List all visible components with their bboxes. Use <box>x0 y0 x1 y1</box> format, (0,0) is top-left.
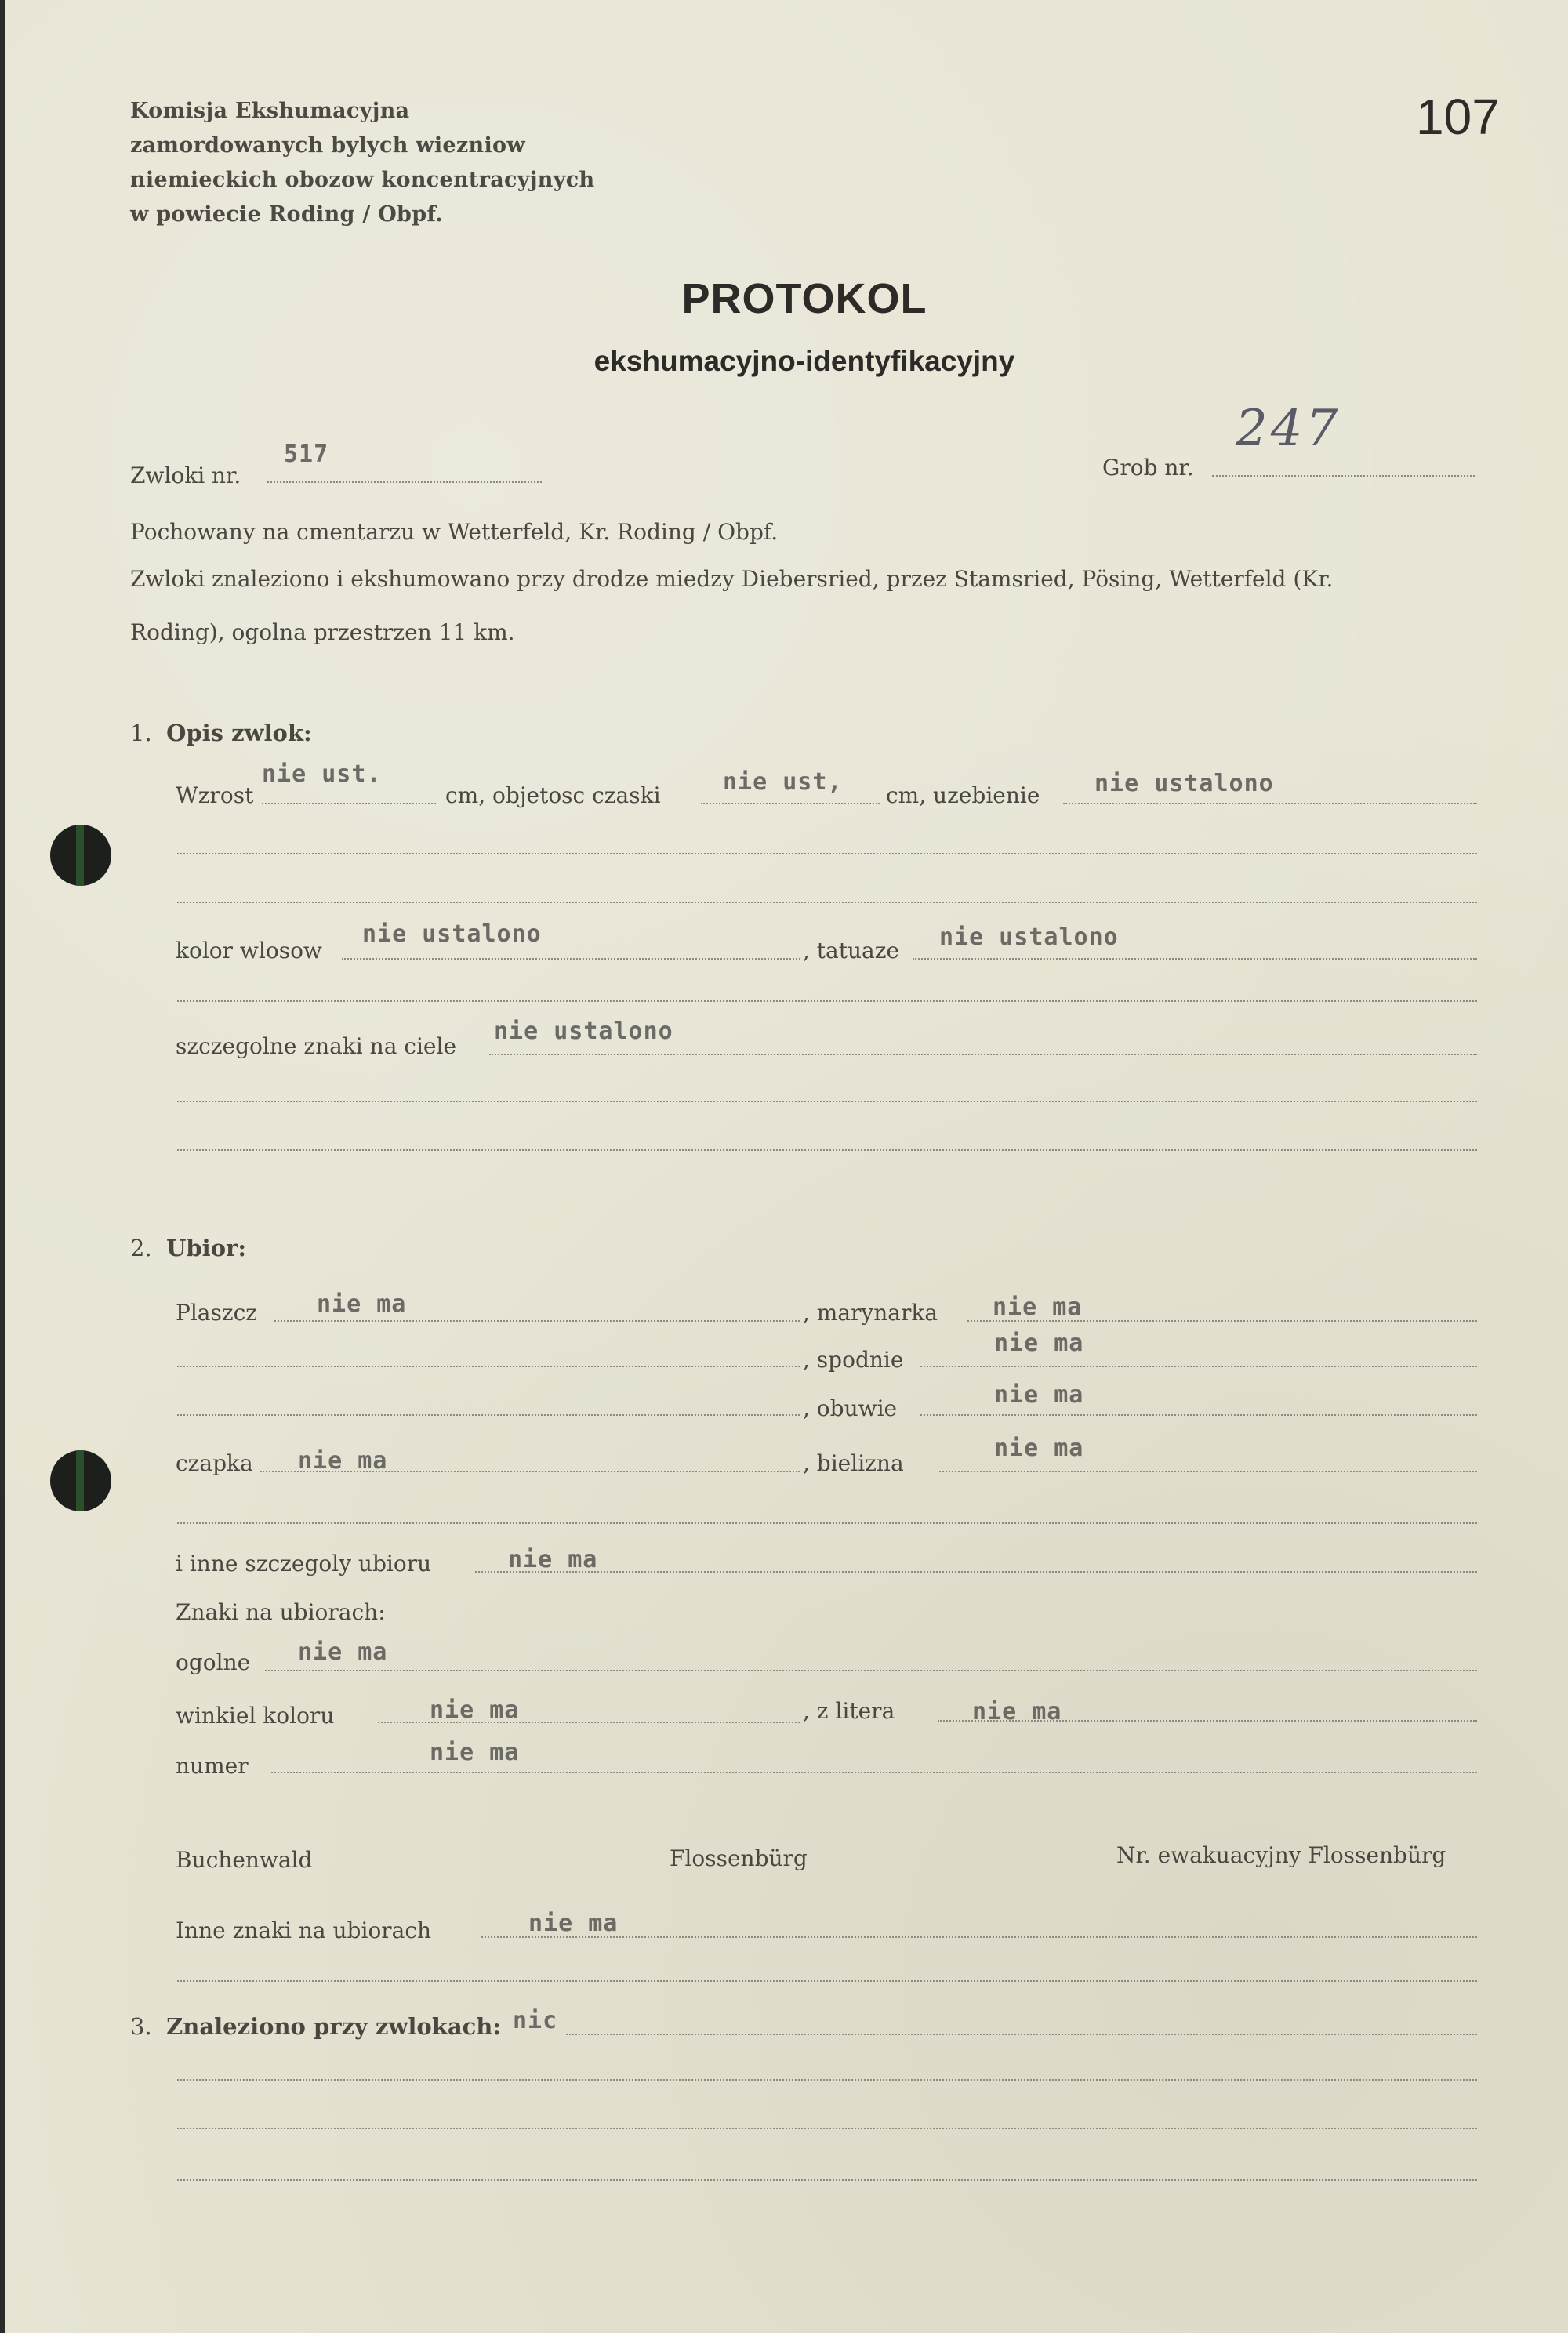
org-line: niemieckich obozow koncentracyjnych <box>130 168 595 192</box>
wzrost-label: Wzrost <box>176 782 254 808</box>
plaszcz-label: Plaszcz <box>176 1300 258 1326</box>
section-3-heading <box>130 2013 501 2040</box>
org-line: w powiecie Roding / Obpf. <box>130 202 444 227</box>
czapka-value: nie ma <box>298 1447 388 1475</box>
plaszcz-value: nie ma <box>317 1290 407 1318</box>
document-subtitle: ekshumacyjno-identyfikacyjny <box>593 345 1015 377</box>
numer-label: numer <box>176 1753 249 1779</box>
org-line: Komisja Ekshumacyjna <box>130 99 410 123</box>
section-1-heading <box>130 720 312 746</box>
znaki-na-ciele-label: szczegolne znaki na ciele <box>176 1033 457 1059</box>
nr-ewakuacyjny-label: Nr. ewakuacyjny Flossenbürg <box>1116 1842 1446 1868</box>
section-title: Znaleziono przy zwlokach: <box>166 2013 502 2040</box>
czaska-label: cm, objetosc czaski <box>445 782 661 808</box>
obuwie-label: , obuwie <box>803 1395 898 1421</box>
kolor-wlosow-value: nie ustalono <box>362 920 542 948</box>
page-number: 107 <box>1416 89 1500 145</box>
tatuaze-label: , tatuaze <box>803 938 900 963</box>
numer-value: nie ma <box>430 1739 520 1766</box>
winkiel-koloru-value: nie ma <box>430 1696 520 1724</box>
obuwie-value: nie ma <box>994 1381 1084 1409</box>
section-number: 2. <box>130 1235 152 1261</box>
winkiel-koloru-label: winkiel koloru <box>176 1703 335 1729</box>
inne-szczegoly-value: nie ma <box>508 1546 598 1573</box>
flossenburg-label: Flossenbürg <box>670 1845 808 1871</box>
punch-hole <box>50 1450 111 1511</box>
marynarka-label: , marynarka <box>803 1300 938 1326</box>
section-title: Opis zwlok: <box>166 720 312 746</box>
kolor-wlosow-label: kolor wlosow <box>176 938 322 963</box>
ogolne-value: nie ma <box>298 1638 388 1666</box>
ogolne-label: ogolne <box>176 1649 251 1675</box>
organisation-header <box>130 94 594 232</box>
znaki-na-ciele-value: nie ustalono <box>494 1018 673 1045</box>
section-title: Ubior: <box>166 1235 247 1261</box>
uzebienie-label: cm, uzebienie <box>886 782 1040 808</box>
section-2-heading <box>130 1235 246 1261</box>
section-number: 1. <box>130 720 152 746</box>
document-title: PROTOKOL <box>681 275 927 322</box>
punch-hole <box>50 825 111 886</box>
org-line: zamordowanych bylych wiezniow <box>130 133 525 158</box>
inne-znaki-label: Inne znaki na ubiorach <box>176 1918 432 1943</box>
zwloki-value: 517 <box>284 441 329 468</box>
marynarka-value: nie ma <box>993 1293 1083 1321</box>
grob-label: Grob nr. <box>1102 455 1194 481</box>
intro-line: Roding), ogolna przestrzen 11 km. <box>130 619 515 645</box>
czaska-value: nie ust, <box>723 768 843 796</box>
zwloki-label: Zwloki nr. <box>130 463 241 488</box>
intro-line: Pochowany na cmentarzu w Wetterfeld, Kr. Roding / Obpf. <box>130 519 779 545</box>
section-number: 3. <box>130 2013 152 2040</box>
z-litera-value: nie ma <box>972 1698 1062 1725</box>
z-litera-label: , z litera <box>803 1698 895 1724</box>
inne-znaki-value: nie ma <box>528 1910 619 1937</box>
znaki-na-ubiorach-heading: Znaki na ubiorach: <box>176 1599 386 1625</box>
buchenwald-label: Buchenwald <box>176 1847 313 1873</box>
bielizna-value: nie ma <box>994 1435 1084 1462</box>
wzrost-value: nie ust. <box>262 760 382 788</box>
tatuaze-value: nie ustalono <box>939 923 1119 951</box>
grob-value-handwritten: 247 <box>1236 400 1341 458</box>
spodnie-value: nie ma <box>994 1330 1084 1357</box>
uzebienie-value: nie ustalono <box>1094 770 1274 797</box>
section-3-value: nic <box>513 2007 558 2034</box>
inne-szczegoly-label: i inne szczegoly ubioru <box>176 1551 432 1576</box>
czapka-label: czapka <box>176 1450 253 1476</box>
bielizna-label: , bielizna <box>803 1450 904 1476</box>
protocol-page <box>5 0 1568 2333</box>
intro-line: Zwloki znaleziono i ekshumowano przy drodze miedzy Diebersried, przez Stamsried, Pösing, Wetterfeld (Kr. <box>130 566 1334 592</box>
spodnie-label: , spodnie <box>803 1347 904 1373</box>
